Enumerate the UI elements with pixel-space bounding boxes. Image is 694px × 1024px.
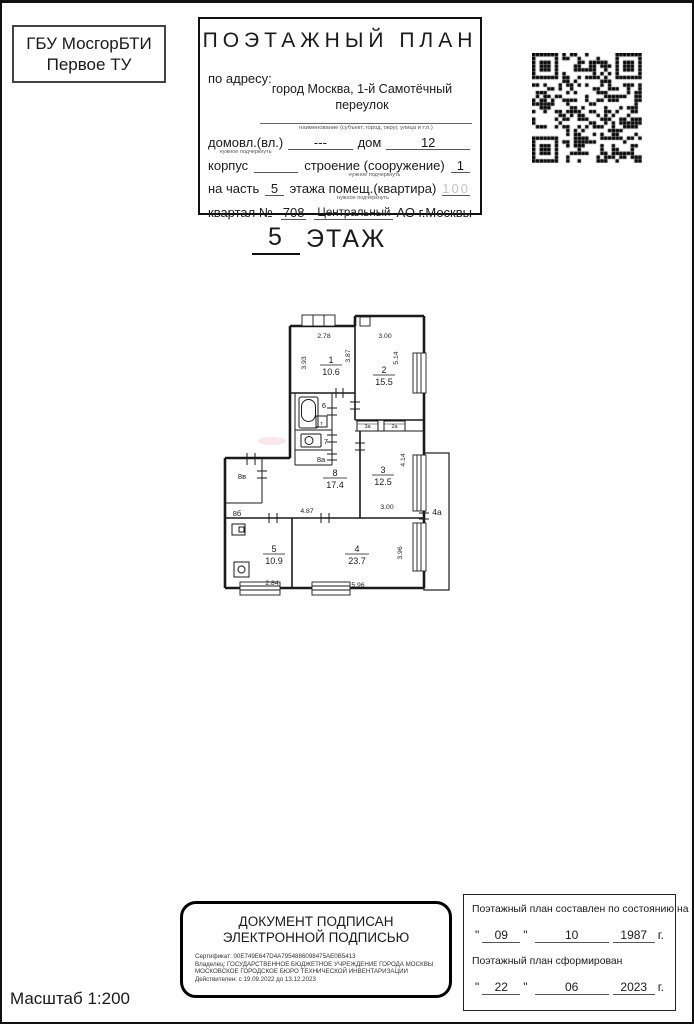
value-dom: 12 <box>386 135 470 150</box>
closet-labels <box>364 424 398 430</box>
room-2-number: 2 <box>381 365 387 375</box>
org-box <box>12 25 166 83</box>
note-underline-needed: нужное подчеркнуть <box>219 148 272 155</box>
document-title: ПОЭТАЖНЫЙ ПЛАН <box>202 29 478 52</box>
value-domovl: --- <box>288 135 352 150</box>
address-line2: переулок <box>335 98 389 112</box>
quote-mark: " <box>475 928 480 942</box>
plan-date-caption: Поэтажный план составлен по состоянию на <box>472 904 689 915</box>
window-room2 <box>413 353 426 393</box>
room-8b-number: 8б <box>232 509 242 518</box>
dim-3-00-top: 3.00 <box>378 333 392 340</box>
value-apartment: 100 <box>442 181 470 196</box>
dim-3-93: 3.93 <box>301 356 308 370</box>
dim-4-87: 4.87 <box>300 508 314 515</box>
generated-date-month: 06 <box>535 980 609 995</box>
plan-generated-row <box>472 980 667 995</box>
plan-date-row <box>472 928 667 943</box>
signature-box <box>180 901 452 998</box>
address-caption: наименование (субъект, город, округ, улица и т.п.) <box>299 125 433 131</box>
room-8-area: 17.4 <box>326 480 344 490</box>
quote-mark: " <box>523 928 528 942</box>
room-6-number: 6 <box>321 401 327 410</box>
note-underline-needed: нужное подчеркнуть <box>337 194 389 201</box>
room-4-area: 23.7 <box>348 556 366 566</box>
org-name-line2: Первое ТУ <box>46 55 132 74</box>
label-pomesh: этажа помещ.(квартира) нужное подчеркнуть <box>289 181 437 201</box>
signature-details <box>195 953 439 983</box>
value-korpus <box>254 158 298 173</box>
label-ao-moskvy: АО г.Москвы <box>396 205 472 220</box>
year-suffix: г. <box>657 980 664 994</box>
plan-date-month: 10 <box>535 928 609 943</box>
certificate-validity: Действителен: с 19.09.2022 до 13.12.2023 <box>195 975 316 983</box>
value-stroenie: 1 <box>451 158 470 173</box>
year-suffix: г. <box>657 928 664 942</box>
address-underline <box>260 123 472 124</box>
plan-date-day: 09 <box>482 928 520 943</box>
qr-code <box>532 53 642 163</box>
label-na-chast: на часть <box>208 181 260 196</box>
room-3-area: 12.5 <box>374 477 392 487</box>
form-row-kvartal <box>208 205 472 220</box>
signature-title-line2: ЭЛЕКТРОННОЙ ПОДПИСЬЮ <box>222 930 410 945</box>
window-room4-bottom <box>312 582 350 595</box>
scale-label: Масштаб 1:200 <box>10 989 130 1008</box>
small-room-labels <box>233 401 442 518</box>
window-room3 <box>413 455 426 511</box>
label-stroenie: строение (сооружение) нужное подчеркнуть <box>304 158 445 178</box>
label-kvartal: квартал № <box>208 205 273 220</box>
value-district: Центральный <box>314 205 393 220</box>
room-1-area: 10.6 <box>322 367 340 377</box>
address-label: по адресу: <box>208 71 272 86</box>
value-kvartal: 708 <box>282 205 305 220</box>
floor-plan <box>217 308 452 608</box>
generated-date-year: 2023 <box>613 980 655 995</box>
floor-number: 5 <box>252 223 300 255</box>
dates-box <box>463 894 689 1011</box>
fixtures <box>232 397 327 577</box>
certificate-owner-line1: Владелец: ГОСУДАРСТВЕННОЕ БЮДЖЕТНОЕ УЧРЕЖДЕНИЕ ГОРОДА МОСКВЫ <box>195 960 434 968</box>
room-8-number: 8 <box>332 468 338 478</box>
room-1-number: 1 <box>328 355 334 365</box>
generated-date-day: 22 <box>482 980 520 995</box>
window-room1 <box>302 315 335 326</box>
dim-3-96: 3.96 <box>397 546 404 560</box>
stove-icon <box>234 562 249 577</box>
dim-2-84: 2.84 <box>265 580 279 587</box>
form-row-building <box>208 158 472 178</box>
room-5-area: 10.9 <box>265 556 283 566</box>
stamp-remnant <box>258 437 286 445</box>
label-korpus: корпус <box>208 158 249 173</box>
stove-burner <box>238 566 245 573</box>
floor-title <box>252 223 386 255</box>
dim-5-96: 5.96 <box>351 582 365 589</box>
signature-title-line1: ДОКУМЕНТ ПОДПИСАН <box>238 914 394 929</box>
form-row-house <box>208 135 472 155</box>
bathtub-inner <box>302 400 316 422</box>
room-3-number: 3 <box>380 465 386 475</box>
room-8a-number: 8а <box>316 455 326 464</box>
room-2-area: 15.5 <box>375 377 393 387</box>
plan-date-year: 1987 <box>613 928 655 943</box>
closet-2a-number: 2а <box>391 424 398 430</box>
address-line1: город Москва, 1-й Самотёчный <box>271 82 453 96</box>
label-dom: дом <box>357 135 382 150</box>
room-4-number: 4 <box>354 544 360 554</box>
balcony-4a-number: 4а <box>432 507 442 517</box>
note-underline-needed: нужное подчеркнуть <box>348 171 401 178</box>
dim-5-14: 5.14 <box>393 351 400 365</box>
room-8v-number: 8в <box>237 472 247 481</box>
closet-3a-number: 3а <box>364 424 371 430</box>
org-name-line1: ГБУ МосгорБТИ <box>26 34 152 53</box>
dim-3-00-mid: 3.00 <box>380 504 394 511</box>
toilet-icon <box>301 434 321 447</box>
certificate-number: Сертификат: 00E749E647D4A7954886098475AE0B5413 <box>195 953 356 960</box>
room-5-number: 5 <box>271 544 277 554</box>
towel-dryer-label: т <box>320 421 323 427</box>
dim-3-87: 3.87 <box>345 349 352 363</box>
signature-title <box>183 914 449 946</box>
toilet-bowl <box>305 437 313 445</box>
label-domovl: домовл.(вл.) нужное подчеркнуть <box>208 135 284 155</box>
certificate-owner-line2: МОСКОВСКОЕ ГОРОДСКОЕ БЮРО ТЕХНИЧЕСКОЙ ИНВЕНТАРИЗАЦИИ <box>195 968 408 976</box>
form-row-floor-part <box>208 181 472 201</box>
header-form-box <box>198 17 482 220</box>
floor-word: ЭТАЖ <box>306 225 387 253</box>
quote-mark: " <box>475 980 480 994</box>
window-room4 <box>413 523 426 571</box>
value-floor: 5 <box>265 181 283 196</box>
quote-mark: " <box>523 980 528 994</box>
dim-4-14: 4.14 <box>400 453 407 467</box>
vent-shaft <box>360 317 370 326</box>
room-7-number: 7 <box>323 437 329 446</box>
balcony-outline <box>424 453 449 590</box>
dim-2-78: 2.78 <box>317 333 331 340</box>
sink-inner <box>239 527 244 532</box>
plan-generated-caption: Поэтажный план сформирован <box>472 956 623 967</box>
